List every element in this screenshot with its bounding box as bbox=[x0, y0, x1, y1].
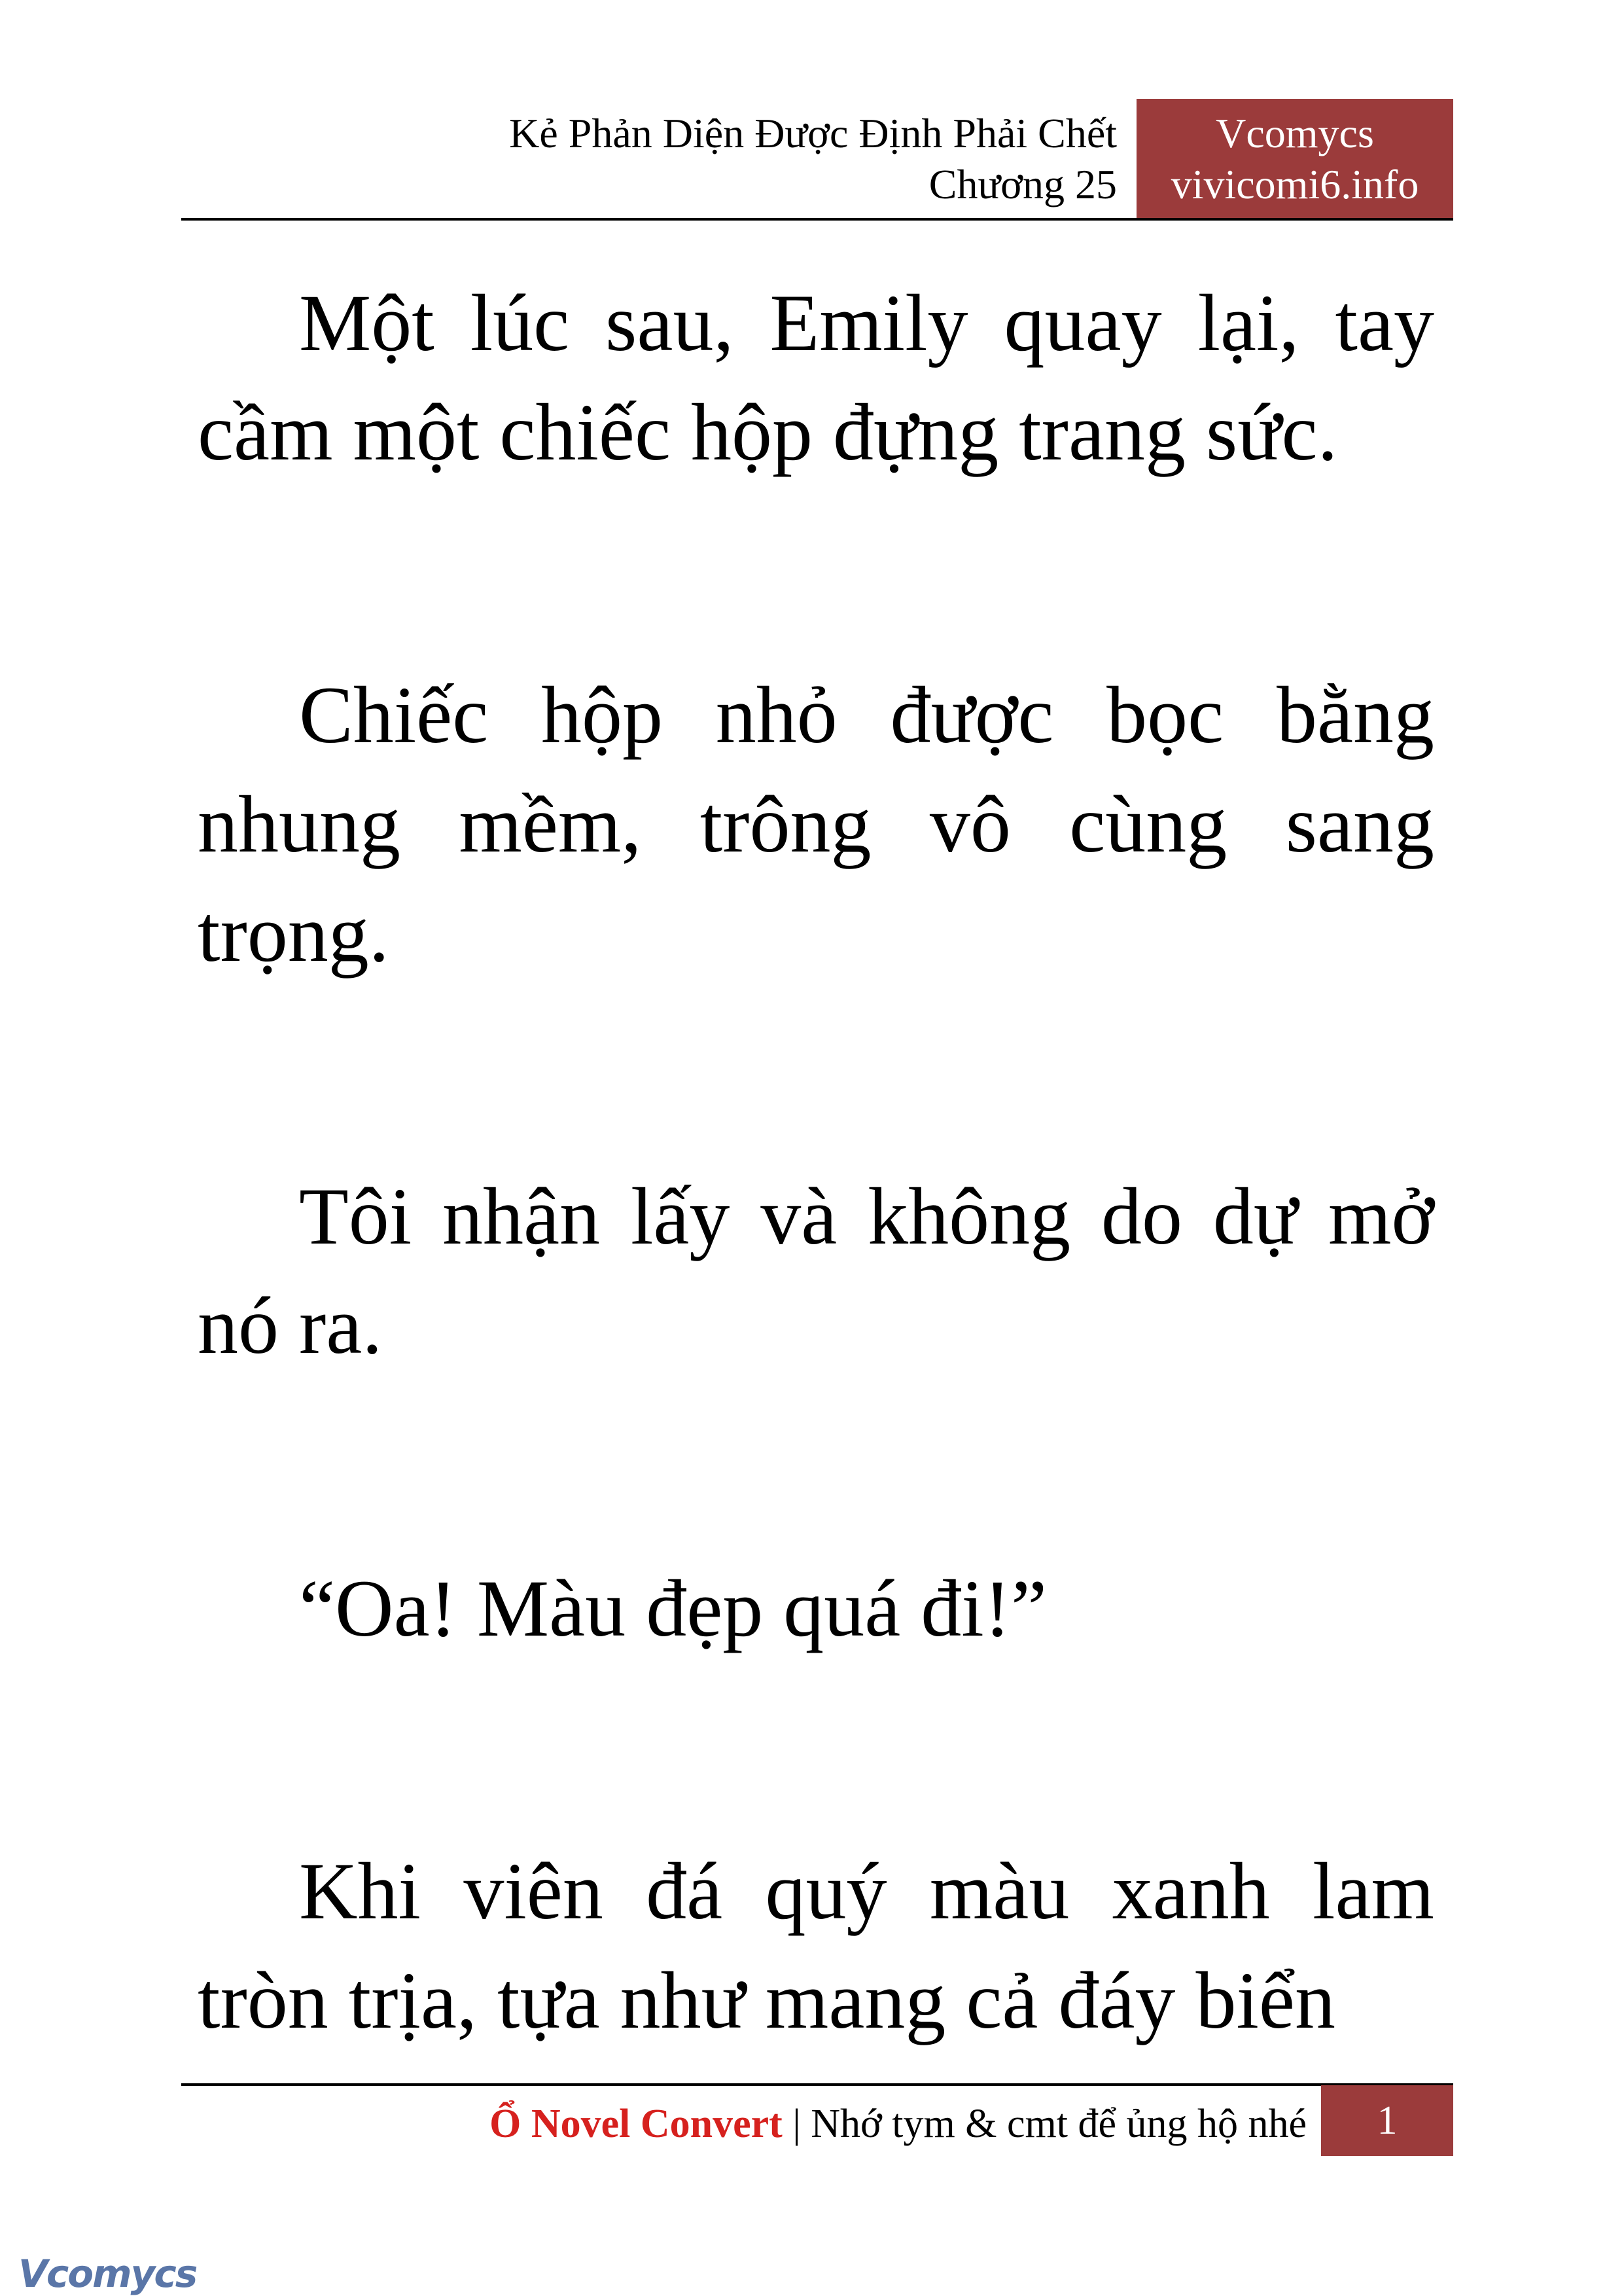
footer-text bbox=[489, 2094, 1307, 2153]
paragraph-4: “Oa! Màu đẹp quá đi!” bbox=[299, 1564, 1048, 1653]
watermark-logo: Vcomycs bbox=[18, 2251, 197, 2296]
paragraph-3: Tôi nhận lấy và không do dự mở nó ra. bbox=[198, 1172, 1434, 1371]
page-number: 1 bbox=[1321, 2085, 1453, 2156]
chapter-body bbox=[198, 268, 1434, 2055]
header-divider bbox=[181, 218, 1453, 221]
book-title: Kẻ Phản Diện Được Định Phải Chết bbox=[509, 110, 1117, 156]
footer-message: Nhớ tym & cmt để ủng hộ nhé bbox=[811, 2102, 1307, 2146]
footer-brand: Ổ Novel Convert bbox=[489, 2102, 783, 2146]
chapter-label: Chương 25 bbox=[928, 161, 1117, 207]
footer-divider bbox=[181, 2083, 1453, 2086]
brand-site: vivicomi6.info bbox=[1171, 161, 1419, 207]
header-title-block bbox=[332, 108, 1117, 210]
footer-separator: | bbox=[782, 2102, 811, 2146]
paragraph-2: Chiếc hộp nhỏ được bọc bằng nhung mềm, trông vô cùng sang trọng. bbox=[198, 670, 1434, 978]
brand-name: Vcomycs bbox=[1216, 110, 1374, 156]
brand-box bbox=[1137, 99, 1453, 220]
paragraph-1: Một lúc sau, Emily quay lại, tay cầm một chiếc hộp đựng trang sức. bbox=[198, 278, 1434, 477]
paragraph-5: Khi viên đá quý màu xanh lam tròn trịa, tựa như mang cả đáy biển bbox=[198, 1846, 1434, 2045]
